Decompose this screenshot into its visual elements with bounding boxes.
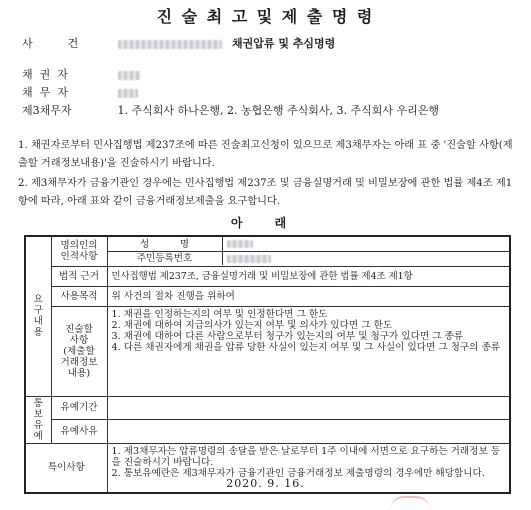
notice-period-label: 유예기간 — [51, 396, 107, 420]
case-row — [22, 35, 335, 51]
case-label: 사 건 — [22, 37, 79, 50]
notice-label: 통보 유예 — [25, 396, 51, 443]
rrn-value — [222, 251, 509, 265]
redacted-creditor — [118, 71, 140, 80]
item-2: 2. 채권에 대하여 지급의사가 있는지 여부 및 의사가 있다면 그 한도 — [111, 319, 393, 331]
rrn-label: 주민등록번호 — [108, 251, 223, 265]
notice-reason-label: 유예사유 — [51, 420, 107, 444]
creditor-label: 채 권 자 — [22, 68, 68, 81]
request-table — [24, 235, 511, 494]
person-label: 명의인의 인적사항 — [51, 236, 107, 266]
third-debtor-row — [22, 102, 439, 118]
paragraph-1: 1. 채권자로부터 민사집행법 제237조에 따른 진술최고신청이 있으므로 제3채무자는 아래 표 중 '진술할 사항(제출할 거래정보내용)'을 진술하시기 바랍니다. — [18, 140, 513, 169]
creditor-row — [22, 66, 140, 82]
redacted-case-number — [118, 40, 222, 49]
special-item-1: 1. 제3채무자는 압류명령의 송달을 받은 날로부터 1주 이내에 서면으로 요구하는 거래정보 등을 진술하시기 바랍니다. — [111, 445, 501, 468]
third-debtor-label: 제3채무자 — [22, 104, 72, 117]
items-list — [107, 306, 510, 396]
item-1: 1. 채권을 인정하는지의 여부 및 인정한다면 그 한도 — [111, 308, 328, 320]
legal-basis-label: 법적 근거 — [51, 266, 107, 286]
item-4: 4. 다른 채권자에게 채권을 압류 당한 사실이 있는지 여부 및 그 사실이 있다면 그 청구의 종류 — [111, 341, 501, 353]
item-3: 3. 채권에 대하여 다른 사람으로부터 청구가 있는지의 여부 및 청구가 있다면 그 종류 — [111, 330, 464, 342]
name-label: 성 명 — [108, 237, 223, 251]
redacted-debtor — [118, 89, 138, 98]
redacted-rrn — [227, 255, 271, 263]
redacted-name — [227, 240, 253, 248]
person-info — [107, 236, 510, 266]
request-label: 요구 내용 — [25, 236, 51, 396]
name-value — [222, 237, 509, 251]
special-item-2: 2. 통보유예란은 제3채무자가 금융기관인 금융거래정보 제출명령의 경우에만 해당합니다. — [111, 467, 485, 479]
case-name: 채권압류 및 추심명령 — [232, 37, 336, 50]
notice-period-value — [107, 396, 510, 420]
third-debtors: 1. 주식회사 하나은행, 2. 농협은행 주식회사, 3. 주식회사 우리은행 — [117, 104, 439, 117]
notice-reason-value — [107, 420, 510, 444]
purpose-label: 사용목적 — [51, 286, 107, 306]
paragraph-2: 2. 제3채무자가 금융기관인 경우에는 민사집행법 제237조 및 금융실명거래 및 비밀보장에 관한 법률 제4조 제1항에 따라, 아래 표와 같이 금융거래정보제출을 요구합니다. — [18, 178, 513, 207]
are-heading: 아 래 — [230, 216, 301, 230]
document-date: 2020. 9. 16. — [226, 477, 305, 490]
debtor-row — [22, 84, 138, 100]
legal-basis: 민사집행법 제237조, 금융실명거래 및 비밀보장에 관한 법률 제4조 제1항 — [107, 266, 510, 286]
items-label: 진술할 사항 (제출할 거래정보 내용) — [51, 306, 107, 396]
document-title: 진 술 최 고 및 제 출 명 령 — [156, 7, 375, 26]
special-label: 특이사항 — [25, 443, 107, 493]
debtor-label: 채 무 자 — [22, 86, 68, 99]
purpose: 위 사건의 절차 진행을 위하여 — [107, 286, 510, 306]
